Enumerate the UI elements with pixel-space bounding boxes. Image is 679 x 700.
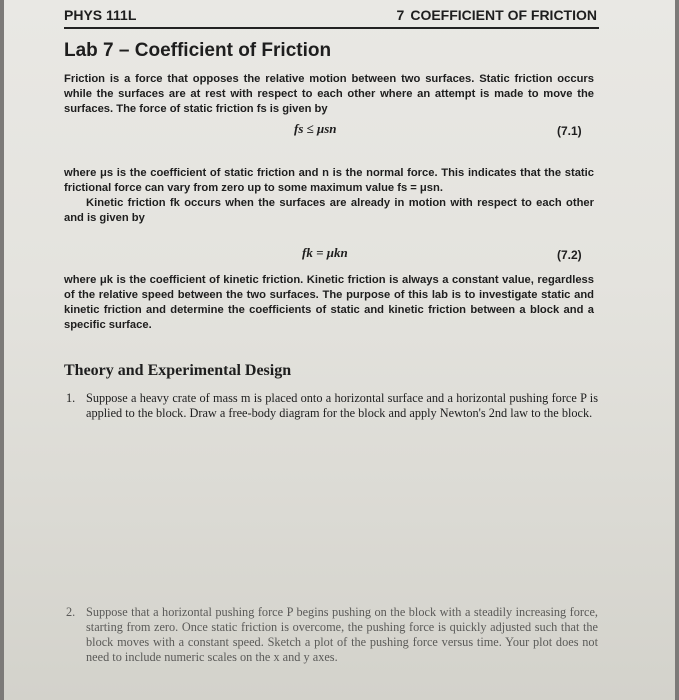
- question-item: [66, 391, 598, 421]
- running-title: [397, 7, 597, 23]
- intro-paragraph-2: where μs is the coefficient of static friction and n is the normal force. This indicates that the static frictional force can vary from zero up to some maximum value fs = μsn.: [64, 167, 594, 194]
- page-title: Lab 7 – Coefficient of Friction: [64, 40, 332, 61]
- question-text: Suppose that a horizontal pushing force P begins pushing on the block with a steadily increasing force, starting from zero. Once static friction is overcome, the pushing force is quickly adjusted such that the block moves with a constant speed. Sketch a plot of the pushing force versus time. Your plot does not need to include numeric scales on the x and y axes.: [86, 605, 598, 664]
- intro-paragraph-1: Friction is a force that opposes the relative motion between two surfaces. Static friction occurs while the surfaces are at rest with respect to each other where an attempt is made to move the surfaces. The force of static friction fs is given by: [64, 73, 594, 115]
- equation-7-2: fk = μkn: [302, 245, 348, 260]
- question-text: Suppose a heavy crate of mass m is placed onto a horizontal surface and a horizontal pushing force P is applied to the block. Draw a free-body diagram for the block and apply Newton's 2nd law to the block.: [86, 391, 598, 420]
- running-title-text: COEFFICIENT OF FRICTION: [410, 7, 597, 23]
- question-item: [66, 605, 598, 665]
- equation-7-2-number: (7.2): [557, 248, 582, 262]
- page-number: 7: [396, 7, 405, 23]
- equation-7-1-number: (7.1): [557, 124, 582, 138]
- course-code: PHYS 111L: [64, 7, 137, 23]
- intro-paragraph-4: where μk is the coefficient of kinetic friction. Kinetic friction is always a constant value, regardless of the relative speed between the two surfaces. The purpose of this lab is to investigate static and kinetic friction and determine the coefficients of static and kinetic friction between a block and a specific surface.: [64, 274, 594, 331]
- document-page: [4, 0, 675, 700]
- section-heading: Theory and Experimental Design: [64, 362, 292, 379]
- intro-paragraph-3: Kinetic friction fk occurs when the surfaces are already in motion with respect to each other and is given by: [64, 197, 594, 224]
- equation-7-1: fs ≤ μsn: [294, 121, 337, 136]
- question-number: 2.: [66, 605, 76, 619]
- question-number: 1.: [66, 391, 76, 405]
- page-header: [64, 5, 599, 29]
